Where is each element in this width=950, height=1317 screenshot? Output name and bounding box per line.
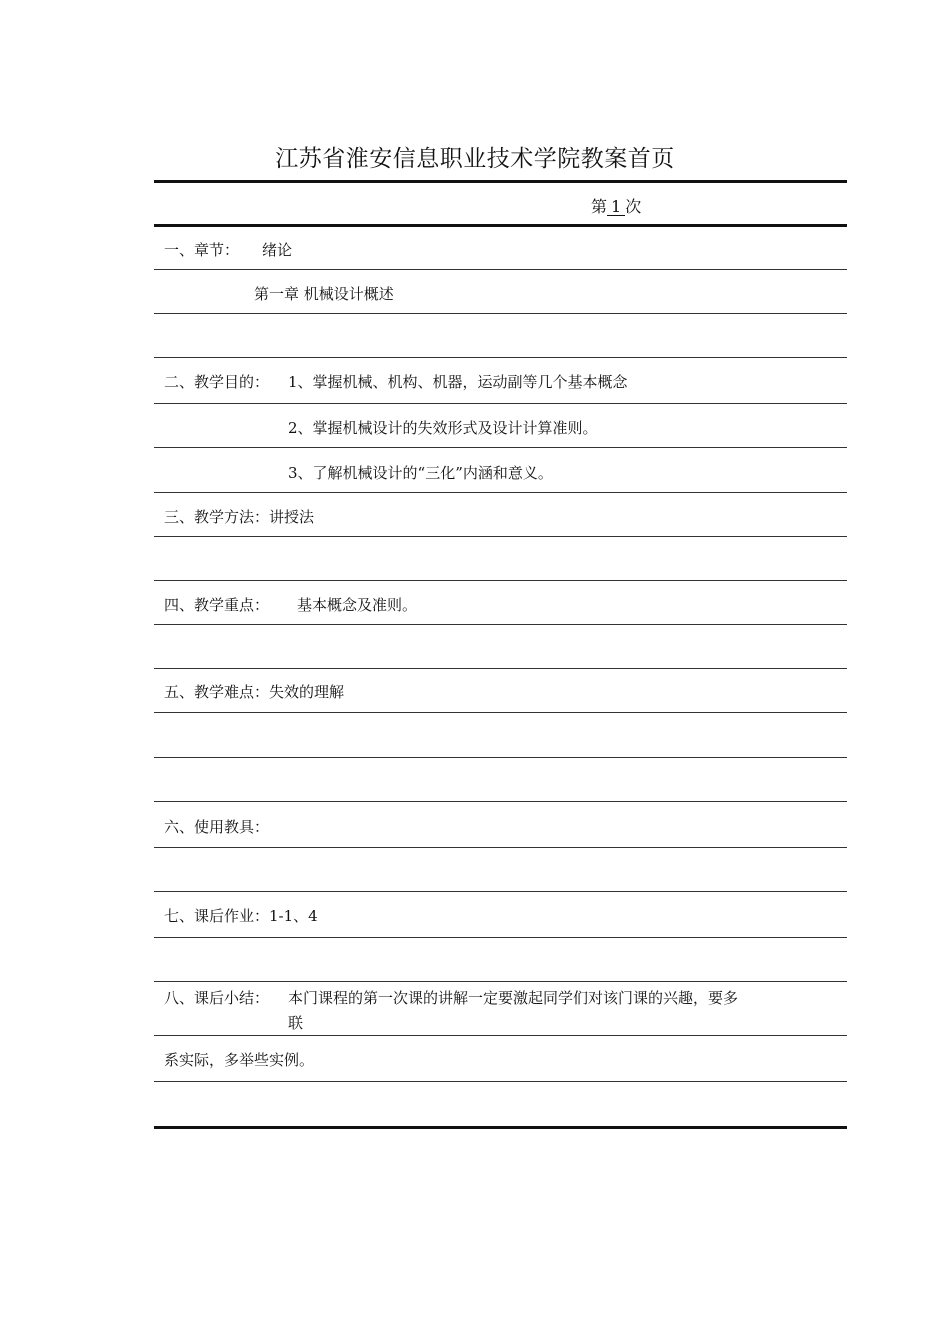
row-rule bbox=[154, 403, 847, 404]
chapter-label: 一、章节： bbox=[164, 241, 240, 259]
row-rule bbox=[154, 937, 847, 938]
goal-item-3: 3、了解机械设计的“三化”内涵和意义。 bbox=[288, 464, 553, 482]
row-rule bbox=[154, 757, 847, 758]
focus-value: 基本概念及准则。 bbox=[297, 596, 418, 614]
goal-item-1: 1、掌握机械、机构、机器，运动副等几个基本概念 bbox=[288, 373, 628, 391]
chapter-value: 绪论 bbox=[262, 241, 293, 259]
lesson-number bbox=[591, 194, 641, 217]
row-rule bbox=[154, 536, 847, 537]
lesson-prefix: 第 bbox=[591, 197, 608, 216]
row-rule bbox=[154, 891, 847, 892]
teaching-difficulty: 五、教学难点：失效的理解 bbox=[164, 683, 345, 701]
summary-label: 八、课后小结： bbox=[164, 989, 270, 1007]
row-rule bbox=[154, 580, 847, 581]
lesson-suffix: 次 bbox=[625, 197, 642, 216]
teaching-method: 三、教学方法：讲授法 bbox=[164, 508, 315, 526]
row-rule bbox=[154, 269, 847, 270]
header-rule bbox=[154, 224, 847, 227]
row-rule bbox=[154, 624, 847, 625]
chapter-subtitle: 第一章 机械设计概述 bbox=[254, 285, 394, 303]
summary-text-line1-wrap: 联 bbox=[288, 1014, 304, 1032]
row-rule bbox=[154, 1035, 847, 1036]
row-rule bbox=[154, 847, 847, 848]
goal-item-2: 2、掌握机械设计的失效形式及设计计算准则。 bbox=[288, 419, 598, 437]
row-rule bbox=[154, 712, 847, 713]
row-rule bbox=[154, 357, 847, 358]
page-title: 江苏省淮安信息职业技术学院教案首页 bbox=[275, 146, 675, 172]
goal-label: 二、教学目的： bbox=[164, 373, 270, 391]
top-rule bbox=[154, 180, 847, 183]
summary-text-line1: 本门课程的第一次课的讲解一定要激起同学们对该门课的兴趣，要多 bbox=[288, 989, 739, 1007]
row-rule bbox=[154, 801, 847, 802]
row-rule bbox=[154, 668, 847, 669]
homework: 七、课后作业：1-1、4 bbox=[164, 907, 318, 925]
summary-text-line2: 系实际，多举些实例。 bbox=[164, 1051, 315, 1069]
row-rule bbox=[154, 447, 847, 448]
row-rule bbox=[154, 1081, 847, 1082]
focus-label: 四、教学重点： bbox=[164, 596, 270, 614]
row-rule bbox=[154, 981, 847, 982]
bottom-rule bbox=[154, 1126, 847, 1129]
lesson-number-value: 1 bbox=[607, 198, 625, 216]
row-rule bbox=[154, 492, 847, 493]
row-rule bbox=[154, 313, 847, 314]
teaching-tools: 六、使用教具： bbox=[164, 818, 270, 836]
